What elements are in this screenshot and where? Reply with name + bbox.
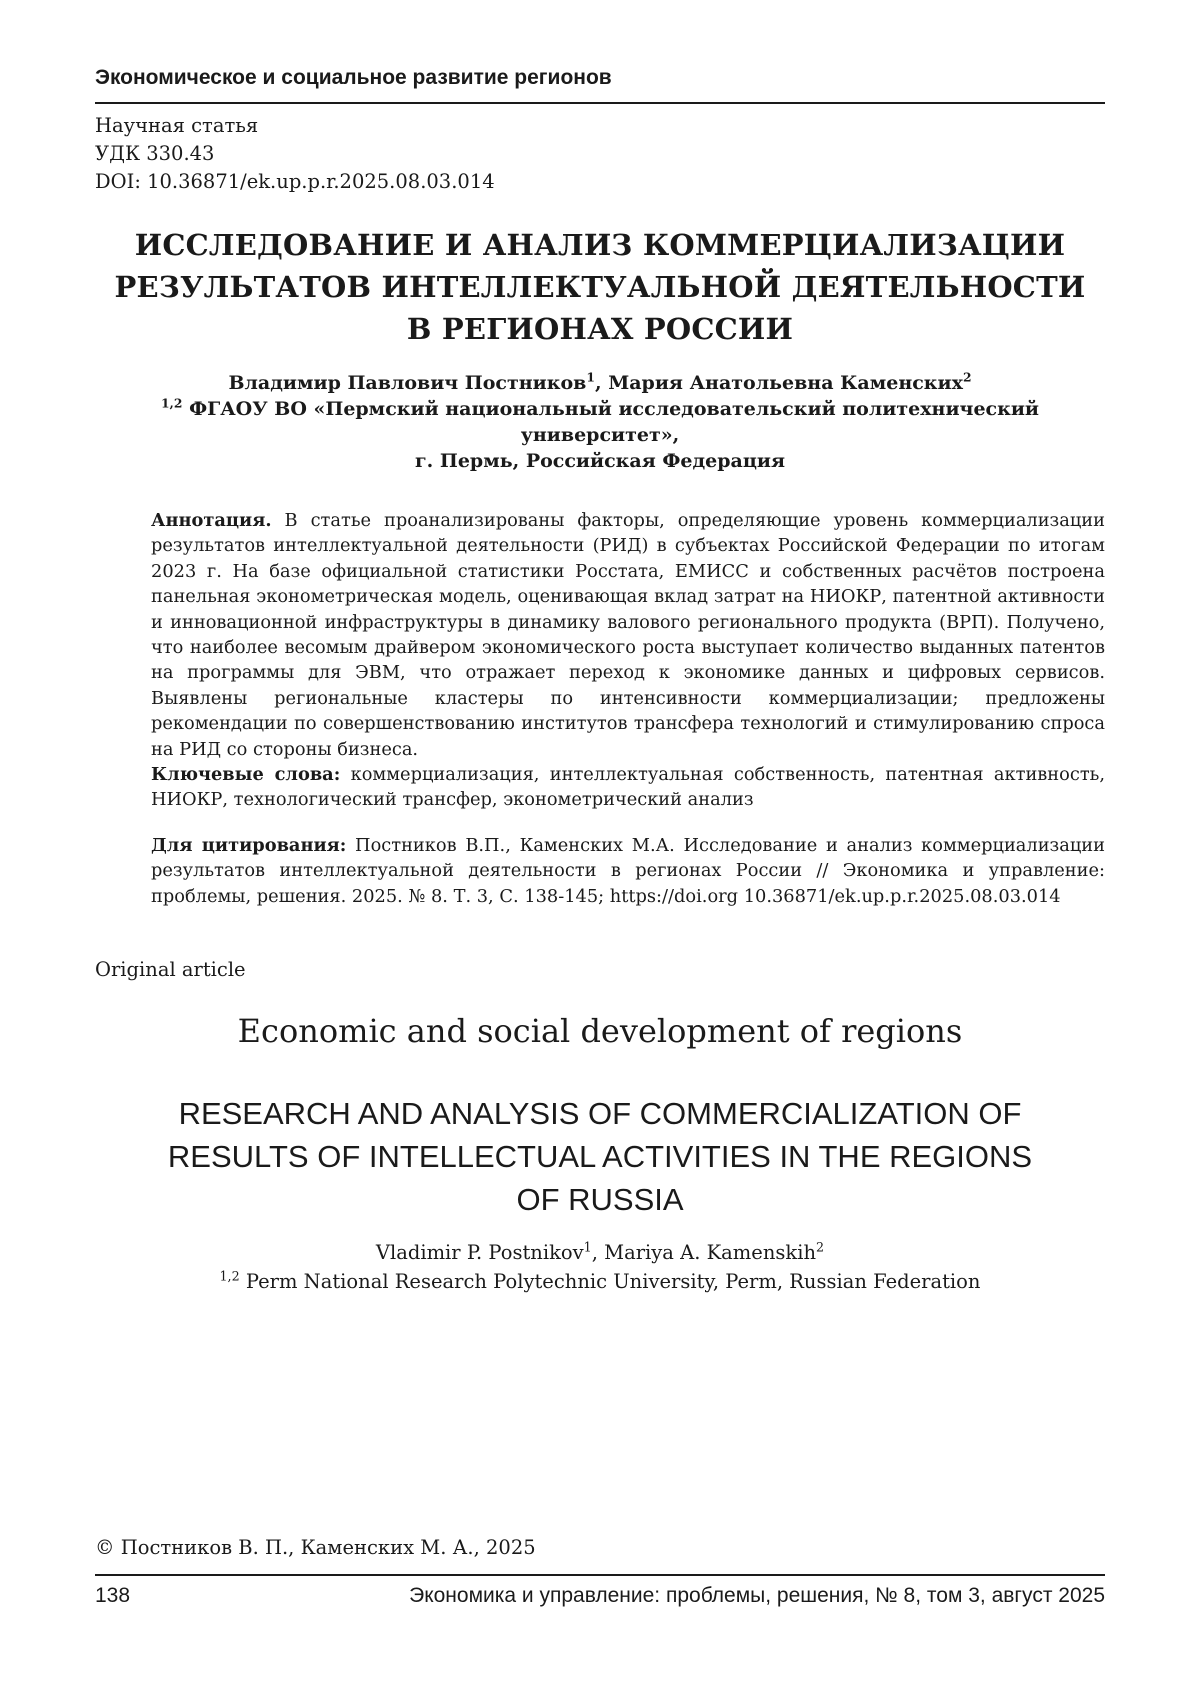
affiliation-en-text: Perm National Research Polytechnic University, Perm, Russian Federation — [239, 1270, 981, 1293]
affiliation-ru-city: г. Пермь, Российская Федерация — [415, 450, 785, 472]
author-2-name-en: Mariya A. Kamenskih — [604, 1241, 817, 1264]
article-meta — [95, 112, 495, 196]
footer-rule — [95, 1574, 1105, 1576]
journal-footer: Экономика и управление: проблемы, решения, № 8, том 3, август 2025 — [409, 1584, 1105, 1607]
affiliation-ru-text: ФГАОУ ВО «Пермский национальный исследовательский политехнический — [182, 398, 1040, 420]
article-type: Научная статья — [95, 114, 259, 137]
header-rule — [95, 102, 1105, 104]
title-en — [95, 1092, 1105, 1221]
author-1-name: Владимир Павлович Постников — [228, 372, 587, 394]
author-2-sup: 2 — [962, 369, 972, 385]
author-1-sup-en: 1 — [583, 1239, 592, 1255]
abstract-block — [151, 508, 1105, 813]
author-names-en — [95, 1238, 1105, 1267]
abstract-text: В статье проанализированы факторы, определяющие уровень коммерциализации результатов интеллектуальной деятельности (РИД) в субъектах Российской Федерации по итогам 2023 г. На базе официальной статистики Росстата, ЕМИСС и собственных расчётов построена панельная эконометрическая модель, оценивающая вклад затрат на НИОКР, патентной активности и инновационной инфраструктуры в динамику валового регионального продукта (ВРП). Получено, что наиболее весомым драйвером экономического роста выступает количество выданных патентов на программы для ЭВМ, что отражает переход к экономике данных и цифровых сервисов. Выявлены региональные кластеры по интенсивности коммерциализации; предложены рекомендации по совершенствованию институтов трансфера технологий и стимулированию спроса на РИД со стороны бизнеса. — [151, 510, 1105, 760]
author-2-sup-en: 2 — [816, 1239, 825, 1255]
affiliation-ru-line — [95, 396, 1105, 422]
authors-en — [95, 1238, 1105, 1296]
title-en-line: RESEARCH AND ANALYSIS OF COMMERCIALIZATION OF — [178, 1096, 1022, 1131]
original-article-label: Original article — [95, 958, 246, 981]
title-ru — [95, 224, 1105, 350]
title-en-line: RESULTS OF INTELLECTUAL ACTIVITIES IN THE REGIONS — [167, 1139, 1033, 1174]
section-title-en: Economic and social development of regions — [237, 1012, 963, 1050]
title-en-line: OF RUSSIA — [516, 1182, 684, 1217]
affiliation-sup-en: 1,2 — [219, 1268, 240, 1284]
author-separator: , — [594, 372, 609, 394]
running-title: Экономическое и социальное развитие регионов — [95, 66, 612, 89]
affiliation-en — [95, 1267, 1105, 1296]
title-ru-line: ИССЛЕДОВАНИЕ И АНАЛИЗ КОММЕРЦИАЛИЗАЦИИ — [134, 228, 1066, 262]
title-ru-line: РЕЗУЛЬТАТОВ ИНТЕЛЛЕКТУАЛЬНОЙ ДЕЯТЕЛЬНОСТИ — [114, 270, 1086, 304]
author-1-name-en: Vladimir P. Postnikov — [375, 1241, 584, 1264]
author-separator-en: , — [591, 1241, 605, 1264]
title-ru-line: В РЕГИОНАХ РОССИИ — [406, 312, 794, 346]
affiliation-ru-line: университет», — [520, 424, 680, 446]
page-number: 138 — [95, 1584, 131, 1607]
keywords-label: Ключевые слова: — [151, 764, 341, 786]
authors-ru — [95, 370, 1105, 474]
author-1-sup: 1 — [586, 369, 595, 385]
citation-block — [151, 833, 1105, 909]
doi: DOI: 10.36871/ek.up.p.r.2025.08.03.014 — [95, 170, 495, 193]
abstract — [151, 508, 1105, 762]
udk-code: УДК 330.43 — [95, 142, 215, 165]
citation-label: Для цитирования: — [151, 835, 347, 856]
affiliation-sup: 1,2 — [160, 395, 183, 411]
keywords-text: коммерциализация, интеллектуальная собственность, патентная активность, НИОКР, технологический трансфер, эконометрический анализ — [151, 764, 1105, 811]
copyright-notice: © Постников В. П., Каменских М. А., 2025 — [95, 1536, 536, 1559]
citation-text: Постников В.П., Каменских М.А. Исследование и анализ коммерциализации результатов интеллектуальной деятельности в регионах России // Экономика и управление: проблемы, решения. 2025. № 8. Т. 3, С. 138-145; https://doi.org 10.36871/ek.up.p.r.2025.08.03.014 — [151, 835, 1105, 907]
author-2-name: Мария Анатольевна Каменских — [608, 372, 963, 394]
keywords — [151, 762, 1105, 813]
author-names-ru — [95, 370, 1105, 396]
abstract-label: Аннотация. — [151, 510, 272, 531]
